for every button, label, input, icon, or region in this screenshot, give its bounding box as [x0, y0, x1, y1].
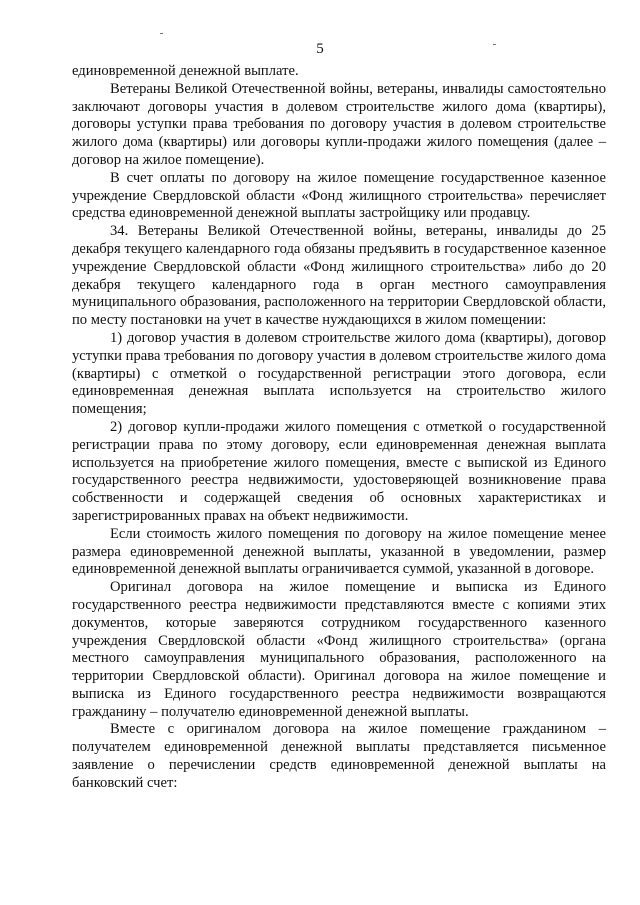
paragraph-item-34: 34. Ветераны Великой Отечественной войны, ветераны, инвалиды до 25 декабря текущего календарного года обязаны предъявить в государственное казенное учреждение Свердловской области «Фонд жилищного строительства» либо до 20 декабря текущего календарного года в орган местного самоуправления муниципального образования, расположенного на территории Свердловской области, по месту постановки на учет в качестве нуждающихся в жилом помещении: [72, 223, 606, 329]
paragraph-original-documents: Оригинал договора на жилое помещение и выписка из Единого государственного реестра недвижимости представляются вместе с копиями этих документов, которые заверяются сотрудником государственного казенного учреждения Свердловской области «Фонд жилищного строительства» (органа местного самоуправления муниципального образования, расположенного на территории Свердловской области). Оригинал договора на жилое помещение и выписка из Единого государственного реестра недвижимости возвращаются гражданину – получателю единовременной денежной выплаты. [72, 579, 606, 720]
paragraph-bank-application: Вместе с оригиналом договора на жилое помещение гражданином – получателем единовременной денежной выплаты представляется письменное заявление о перечислении средств единовременной денежной выплаты на банковский счет: [72, 721, 606, 791]
document-body [72, 63, 606, 793]
page-number: 5 [316, 41, 324, 57]
paragraph-cost-limit: Если стоимость жилого помещения по договору на жилое помещение менее размера единовременной денежной выплаты, указанной в уведомлении, размер единовременной денежной выплаты ограничивается суммой, указанной в договоре. [72, 525, 606, 578]
paragraph-payment-transfer: В счет оплаты по договору на жилое помещение государственное казенное учреждение Свердловской области «Фонд жилищного строительства» перечисляет средства единовременной денежной выплаты застройщику или продавцу. [72, 169, 606, 222]
scan-speck [160, 33, 163, 34]
paragraph-continuation: единовременной денежной выплате. [72, 63, 299, 79]
paragraph-subitem-1: 1) договор участия в долевом строительстве жилого дома (квартиры), договор уступки права требования по договору участия в долевом строительстве жилого дома (квартиры) с отметкой о государственной регистрации этого договора, если единовременная денежная выплата используется на строительство жилого помещения; [72, 329, 606, 418]
paragraph-contract-conclusion: Ветераны Великой Отечественной войны, ветераны, инвалиды самостоятельно заключают договоры участия в долевом строительстве жилого дома (квартиры), договоры уступки права требования по договору участия в долевом строительстве жилого дома (квартиры) или договоры купли-продажи жилого помещения (далее – договор на жилое помещение). [72, 80, 606, 168]
paragraph-subitem-2: 2) договор купли-продажи жилого помещения с отметкой о государственной регистрации права по этому договору, если единовременная денежная выплата используется на приобретение жилого помещения, вместе с выпиской из Единого государственного реестра недвижимости, удостоверяющей возникновение права собственности и содержащей сведения об основных характеристиках и зарегистрированных правах на объект недвижимости. [72, 418, 606, 524]
